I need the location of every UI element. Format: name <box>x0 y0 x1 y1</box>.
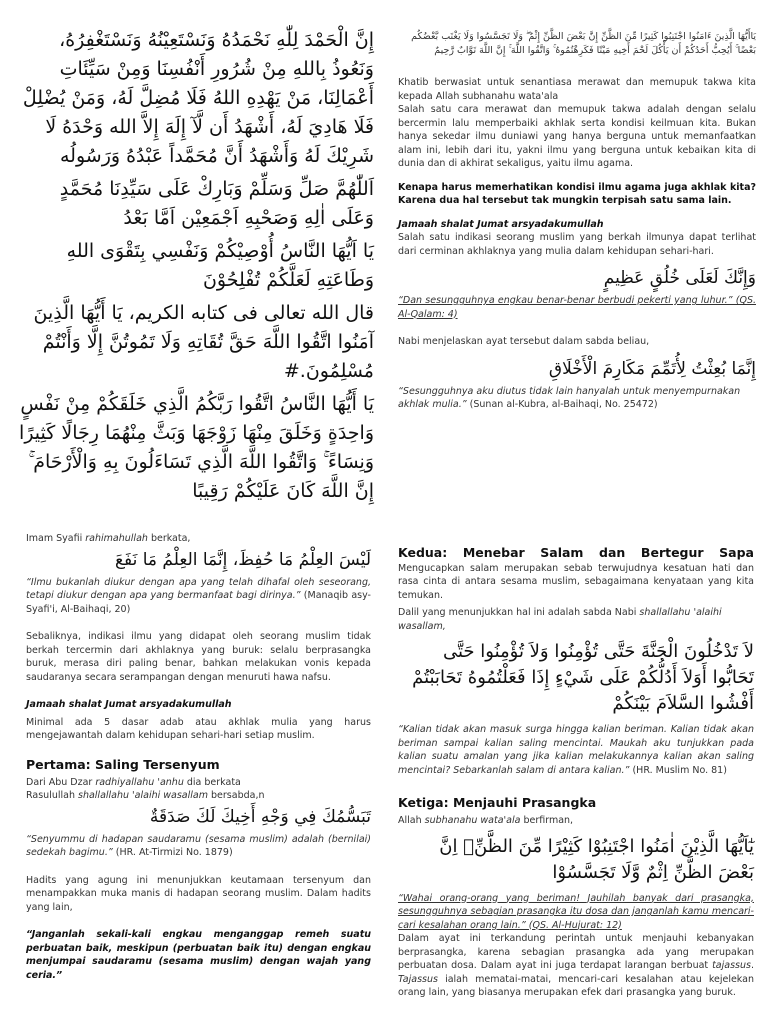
arabic-paragraph: يَا اَيُّهَا النَّاسُ أُوْصِيْكُمْ وَنَفْسِي بِتَقْوَى اللهِ وَطَاعَتِهِ لَعَلَّكُمْ تُفْلِحُوْنَ <box>66 240 374 291</box>
heading-ketiga: Ketiga: Menjauhi Prasangka <box>398 795 597 810</box>
jamaah-heading: Jamaah shalat Jumat arsyadakumullah <box>26 699 232 710</box>
narrator-line: Dari Abu Dzar radhiyallahu 'anhu dia berkata <box>26 776 241 788</box>
reference: (Sunan al-Kubra, al-Baihaqi, No. 25472) <box>466 399 658 410</box>
arabic-salam-hadith: لاَ تَدْخُلُونَ الْجَنَّةَ حَتَّى تُؤْمِنُوا وَلاَ تُؤْمِنُوا حَتَّى تَحَابُّوا أَوَلاَ أَدُلُّكُمْ عَلَى شَيْءٍ إِذَا فَعَلْتُمُوهُ تَحَابَبْتُمْ أَفْشُوا السَّلاَمَ بَيْنَكُمْ <box>412 641 754 714</box>
paragraph: Salah satu indikasi seorang muslim yang berkah ilmunya dapat terlihat dari cerminan akhlaknya yang mulia dalam kehidupan sehari-hari. <box>398 232 756 257</box>
opening-khutbah-column <box>14 26 374 506</box>
imam-intro: Imam Syafii rahimahullah berkata, <box>26 533 191 544</box>
paragraph: Minimal ada 5 dasar adab atau akhlak mulia yang harus mengejawantah dalam kehidupan sehari-hari setiap muslim. <box>26 716 371 741</box>
paragraph: Hadits yang agung ini menunjukkan keutamaan tersenyum dan menampakkan muka manis di hadapan seorang muslim. Dalam hadits yang lain, <box>26 874 371 913</box>
akhlaq-translation <box>398 385 756 412</box>
arabic-hujurat-verse: يٰٓاَيُّهَا الَّذِيْنَ اٰمَنُوا اجْتَنِبُوْا كَثِيْرًا مِّنَ الظَّنِّۖ اِنَّ بَعْضَ الظَّنِّ اِثْمٌ وَّلَا تَجَسَّسُوْا <box>439 835 754 883</box>
paragraph: Sebaliknya, indikasi ilmu yang didapat oleh seorang muslim tidak berkah tercermin dari akhlaknya yang buruk: selalu berprasangka buruk, merasa diri paling benar, bahkan melakukan vonis kepada saudaranya secara serampangan dengan menuruti hawa nafsu. <box>26 631 371 683</box>
arabic-verse-header: يَاأَيُّهَا الَّذِينَ ءَامَنُوا اجْتَنِبُوا كَثِيرًا مِّنَ الظَّنِّ إِنَّ بَعْضَ الظَّنِّ إِثْمٌ ۖ وَلَا تَجَسَّسُوا وَلَا يَغْتَب بَّعْضُكُم بَعْضًا ۚ أَيُحِبُّ أَحَدُكُمْ أَن يَأْكُلَ لَحْمَ أَخِيهِ مَيْتًا فَكَرِهْتُمُوهُ ۚ وَاتَّقُوا اللَّهَ ۚ إِنَّ اللَّهَ تَوَّابٌ رَّحِيمٌ <box>411 31 756 56</box>
paragraph: Khatib berwasiat untuk senantiasa merawat dan memupuk takwa kita kepada Allah subhanahu wata'ala <box>398 77 756 102</box>
paragraph: Nabi menjelaskan ayat tersebut dalam sabda beliau, <box>398 336 650 347</box>
translation-italic: “Sesungguhnya aku diutus tidak lain hanyalah untuk menyempurnakan akhlak mulia.” <box>398 385 741 410</box>
arabic-paragraph: اَللّٰهُمَّ صَلِّ وَسَلِّمْ وَبَارِكْ عَلَى سَيِّدِنَا مُحَمَّدٍ وَعَلَى اٰلِهِ وَصَحْبِهِ اَجْمَعِيْن اَمَّا بَعْدُ <box>59 178 374 229</box>
adab-column-right <box>398 546 754 1000</box>
arabic-syafii-quote: لَيْسَ العِلْمُ مَا حُفِظَ، إِنَّمَا العِلْمُ مَا نَفَعَ <box>114 549 371 570</box>
syafii-translation: “Ilmu bukanlah diukur dengan apa yang telah dihafal oleh seseorang, tetapi diukur dengan apa yang bermanfaat bagi dirinya.” (Manaqib asy-Syafi'i, Al-Baihaqi, 20) <box>26 576 371 615</box>
jamaah-heading: Jamaah shalat Jumat arsyadakumullah <box>398 218 604 230</box>
firman-line: Allah subhanahu wata'ala berfirman, <box>398 815 574 826</box>
paragraph: Dalam ayat ini terkandung perintah untuk menjauhi kebanyakan berprasangka, karena sebagian prasangka ada yang merupakan perbuatan dosa. Dalam ayat ini juga terdapat larangan berbuat tajassus. Tajassus ialah mematai-matai, mencari-cari kesalahan atau kejelekan orang lain, yang biasanya merupakan efek dari prasangka yang buruk. <box>398 933 754 998</box>
heading-pertama: Pertama: Saling Tersenyum <box>26 756 220 772</box>
arabic-senyum-hadith: تَبَسُّمُكَ فِي وَجْهِ أَخِيكَ لَكَ صَدَقَةٌ <box>149 806 371 827</box>
narrator-line: Rasulullah shallallahu 'alaihi wasallam bersabda,n <box>26 790 265 801</box>
bold-question: Kenapa harus memerhatikan kondisi ilmu agama juga akhlak kita? Karena dua hal tersebut tak mungkin terpisah satu sama lain. <box>398 181 756 206</box>
arabic-paragraph: يَا أَيُّهَا النَّاسُ اتَّقُوا رَبَّكُمُ الَّذِي خَلَقَكُمْ مِنْ نَفْسٍ وَاحِدَةٍ وَخَلَقَ مِنْهَا زَوْجَهَا وَبَثَّ مِنْهُمَا رِجَالًا كَثِيرًا وَنِسَاءً ۚ وَاتَّقُوا اللَّهَ الَّذِي تَسَاءَلُونَ بِهِ وَالْأَرْحَامَ ۚ إِنَّ اللَّهَ كَانَ عَلَيْكُمْ رَقِيبًا <box>19 393 374 502</box>
intro-column <box>398 30 756 412</box>
heading-kedua: Kedua: Menebar Salam dan Bertegur Sapa <box>398 545 754 560</box>
arabic-verse-qalam: وَإِنَّكَ لَعَلَى خُلُقٍ عَظِيمٍ <box>603 268 756 288</box>
arabic-paragraph: إِنَّ الْحَمْدَ لِلّٰهِ نَحْمَدُهُ وَنَسْتَعِيْنُهُ وَنَسْتَغْفِرُهُ، وَنَعُوذُ بِاللهِ مِنْ شُرُورِ أَنْفُسِنَا وَمِنْ سَيِّئَاتِ أَعْمَالِنَا، مَنْ يَهْدِهِ اللهُ فَلَا مُضِلَّ لَهُ، وَمَنْ يُضْلِلْ فَلَا هَادِيَ لَهُ، أَشْهَدُ أَن لَّآ إِلَهَ إِلاَّ الله وَحْدَهُ لَا شَرِيْكَ لَهُ وَأَشْهَدُ أَنَّ مُحَمَّداً عَبْدُهُ وَرَسُولُه <box>22 29 374 167</box>
hujurat-translation: “Wahai orang-orang yang beriman! Jauhilah banyak dari prasangka, sesungguhnya sebagian prasangka itu dosa dan janganlah kamu mencari-cari kesalahan orang lain.” (QS. Al-Hujurat: 12) <box>398 892 754 931</box>
kedua-intro: Kedua: Menebar Salam dan Bertegur Sapa Mengucapkan salam merupakan sebab terwujudnya kesatuan hati dan rasa cinta di antara sesama muslim, sebagaimana kenyataan yang kita temukan. <box>398 545 754 601</box>
qalam-translation: “Dan sesungguhnya engkau benar-benar berbudi pekerti yang luhur.” (QS. Al-Qalam: 4) <box>398 295 756 320</box>
senyum-translation: “Senyummu di hadapan saudaramu (sesama muslim) adalah (bernilai) sedekah bagimu.” (HR. At-Tirmizi No. 1879) <box>26 833 371 858</box>
arabic-hadith-akhlaq: إِنَّمَا بُعِثْتُ لِأُتَمِّمَ مَكَارِمَ الْأَخْلَاقِ <box>548 358 756 379</box>
arabic-paragraph: قال الله تعالى فى كتابه الكريم، يَا أَيُّهَا الَّذِينَ آمَنُوا اتَّقُوا اللَّهَ حَقَّ تُقَاتِهِ وَلَا تَمُوتُنَّ إِلَّا وَأَنْتُمْ مُسْلِمُونَ.# <box>33 302 374 382</box>
salam-translation: “Kalian tidak akan masuk surga hingga kalian beriman. Kalian tidak akan beriman sampai kalian saling mencintai. Maukah aku tunjukkan pada kalian suatu amalan yang jika kalian melakukannya kalian akan saling mencintai? Sebarkanlah salam di antara kalian.” (HR. Muslim No. 81) <box>398 724 754 776</box>
paragraph: Salah satu cara merawat dan memupuk takwa adalah dengan selalu bercermin lalu memperbaiki akhlak serta kondisi keilmuan kita. Bukan hanya sekedar ilmu duniawi yang hanya berguna untuk memanfaatkan alam ini, lebih dari itu, yakni ilmu yang berguna untuk kebaikan kita di dunia dan di akhirat sekaligus, yaitu ilmu agama. <box>398 104 756 169</box>
bold-quote: “Janganlah sekali-kali engkau menganggap remeh suatu perbuatan baik, meskipun (perbuatan baik itu) dengan engkau menjumpai saudaramu (sesama muslim) dengan wajah yang ceria.” <box>26 929 371 981</box>
adab-column-left <box>26 532 371 982</box>
dalil-line: Dalil yang menunjukkan hal ini adalah sabda Nabi shallallahu 'alaihi wasallam, <box>398 607 722 632</box>
